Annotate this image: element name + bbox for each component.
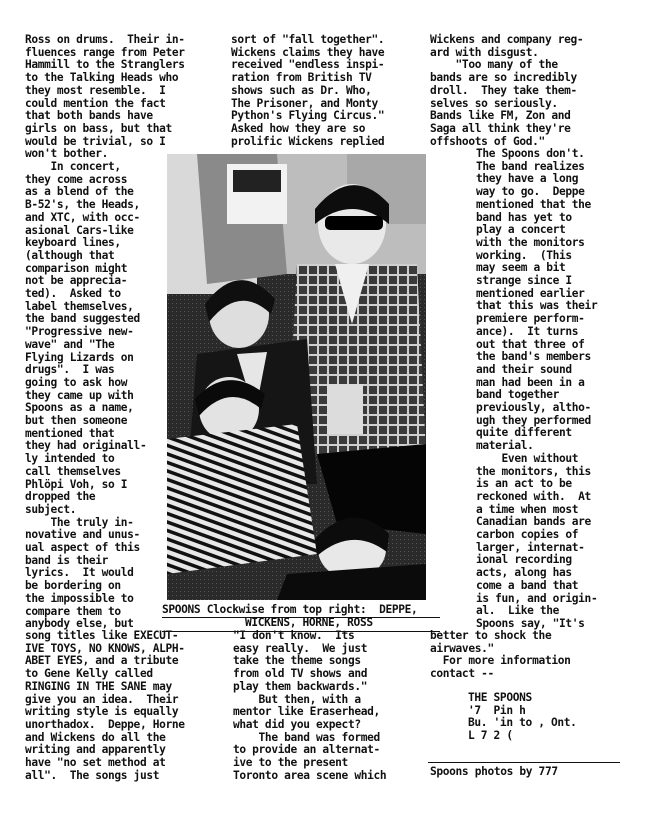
col1-narrow-line: but then someone	[25, 414, 128, 427]
col1-narrow-line: B-52's, the Heads,	[25, 198, 140, 212]
col2-bottom-line: to provide an alternat-	[233, 743, 380, 757]
contact-line: THE SPOONS	[468, 691, 532, 704]
col3-narrow-line: al. Like the	[476, 604, 560, 618]
col3-narrow-line: strange since I	[476, 274, 572, 287]
col2-top-line: prolific Wickens replied	[231, 134, 385, 148]
col3-bottom-line: airwaves."	[430, 641, 494, 655]
col2-top-line: sort of "fall together".	[231, 33, 385, 46]
col3-narrow-line: reckoned with. At	[476, 489, 591, 503]
col1-narrow-line: and XTC, with occ-	[25, 210, 140, 224]
col3-bottom-line: better to shock the	[430, 629, 552, 642]
col1-bottom-line: ABET EYES, and a tribute	[25, 654, 179, 668]
col1-narrow-line: Phlöpi Voh, so I	[25, 477, 128, 491]
col1-top-line: Hammill to the Stranglers	[25, 58, 185, 72]
col1-narrow-line: compare them to	[25, 604, 121, 618]
col1-narrow-line: be bordering on	[25, 579, 121, 593]
col1-narrow-line: In concert,	[25, 160, 121, 173]
col3-narrow-line: ugh they performed	[476, 413, 591, 427]
contact-line: '7 Pin h	[468, 703, 526, 717]
col1-bottom-line: give you an idea. Their	[25, 692, 179, 706]
col1-narrow-line: asional Cars-like	[25, 223, 134, 237]
col1-top-line: girls on bass, but that	[25, 121, 172, 135]
photo-caption-line-1: SPOONS Clockwise from top right: DEPPE,	[162, 603, 418, 616]
col3-narrow-line: Spoons say, "It's	[476, 616, 585, 630]
col2-top-line: shows such as Dr. Who,	[231, 83, 372, 97]
col3-narrow-line: the band's members	[476, 350, 591, 364]
col2-top-line: received "endless inspi-	[231, 58, 385, 72]
col3-top-line: Wickens and company reg-	[430, 33, 584, 46]
col3-narrow-line: and their sound	[476, 362, 572, 376]
col1-narrow-line: comparison might	[25, 261, 128, 275]
col3-top-line: Bands like FM, Zon and	[430, 109, 571, 123]
col3-top-line: "Too many of the	[430, 58, 558, 72]
col3-narrow-line: mentioned earlier	[476, 286, 585, 300]
col3-narrow-line: way to go. Deppe	[476, 185, 585, 199]
col3-narrow-line: working. (This	[476, 248, 572, 262]
col1-narrow-line: dropped the	[25, 490, 96, 504]
col3-narrow-line: is fun, and origin-	[476, 591, 598, 605]
col3-top-line: offshoots of God."	[430, 134, 545, 148]
col3-narrow-line: Canadian bands are	[476, 515, 591, 529]
col3-top-line: bands are so incredibly	[430, 71, 577, 85]
col3-narrow-line: with the monitors	[476, 235, 585, 249]
col1-bottom-line: song titles like EXECUT-	[25, 629, 179, 642]
col1-narrow-line: going to ask how	[25, 375, 128, 389]
col1-bottom-line: to Gene Kelly called	[25, 667, 153, 681]
col3-narrow-line: carbon copies of	[476, 528, 579, 541]
col3-top-line: ard with disgust.	[430, 45, 539, 59]
col1-narrow-line: not be apprecia-	[25, 274, 128, 288]
col2-bottom-line: The band was formed	[233, 730, 380, 744]
col3-top-line: Saga all think they're	[430, 121, 571, 135]
col1-narrow-line: call themselves	[25, 464, 121, 478]
col2-bottom-line: play them backwards."	[233, 679, 368, 693]
col2-bottom-line: what did you expect?	[233, 717, 361, 731]
col2-top-line: Wickens claims they have	[231, 45, 385, 59]
credit-rule	[428, 762, 620, 763]
col1-narrow-line: anybody else, but	[25, 617, 134, 631]
col2-bottom-line: mentor like Eraserhead,	[233, 705, 380, 719]
col1-bottom-line: RINGING IN THE SANE may	[25, 679, 172, 693]
col2-bottom-line: Toronto area scene which	[233, 768, 387, 782]
col1-narrow-line: they had originall-	[25, 439, 147, 453]
col1-top-line: fluences range from Peter	[25, 45, 185, 59]
col1-top-line: would be trivial, so I	[25, 134, 166, 148]
col3-top-line: selves so seriously.	[430, 96, 558, 110]
col3-top-line: droll. They take them-	[430, 83, 577, 97]
col1-top-line: that both bands have	[25, 109, 153, 123]
col1-bottom-line: writing style is equally	[25, 705, 179, 719]
col3-narrow-line: The Spoons don't.	[476, 147, 585, 160]
col3-narrow-line: premiere perform-	[476, 312, 585, 326]
col1-narrow-line: they came up with	[25, 388, 134, 402]
col1-narrow-line: novative and unus-	[25, 528, 140, 542]
col1-top-line: they most resemble. I	[25, 83, 166, 97]
col1-narrow-line: wave" and "The	[25, 337, 115, 351]
col1-narrow-line: drugs". I was	[25, 363, 115, 377]
col2-bottom-line: But then, with a	[233, 692, 361, 706]
col1-bottom-line: IVE TOYS, NO KNOWS, ALPH-	[25, 641, 185, 655]
col1-bottom-line: unorthadox. Deppe, Horne	[25, 717, 185, 731]
col3-bottom-line: For more information	[430, 654, 571, 668]
col1-narrow-line: Flying Lizards on	[25, 350, 134, 364]
col1-narrow-line: label themselves,	[25, 299, 134, 313]
col1-narrow-line: lyrics. It would	[25, 566, 134, 580]
col3-narrow-line: that this was their	[476, 299, 598, 313]
col1-top-line: could mention the fact	[25, 96, 166, 110]
col1-narrow-line: mentioned that	[25, 426, 115, 440]
col3-narrow-line: larger, internat-	[476, 540, 585, 554]
photo-caption-line-2: WICKENS, HORNE, ROSS	[245, 616, 373, 629]
col1-narrow-line: ual aspect of this	[25, 541, 140, 554]
col2-bottom-line: ive to the present	[233, 756, 348, 769]
col1-narrow-line: ly intended to	[25, 452, 115, 466]
col2-top-line: Asked how they are so	[231, 121, 366, 135]
col1-narrow-line: The truly in-	[25, 515, 134, 529]
col3-narrow-line: ance). It turns	[476, 324, 579, 338]
col1-bottom-line: writing and apparently	[25, 743, 166, 757]
col3-narrow-line: come a band that	[476, 578, 579, 592]
col1-narrow-line: the impossible to	[25, 591, 134, 605]
col1-top-line: to the Talking Heads who	[25, 71, 179, 85]
band-photo-illustration	[167, 154, 426, 600]
col3-narrow-line: band has yet to	[476, 210, 572, 224]
col3-narrow-line: Even without	[476, 451, 579, 465]
col3-narrow-line: play a concert	[476, 223, 566, 237]
col1-bottom-line: and Wickens do all the	[25, 730, 166, 744]
col2-top-line: The Prisoner, and Monty	[231, 96, 378, 110]
col3-narrow-line: acts, along has	[476, 566, 572, 580]
col3-narrow-line: previously, altho-	[476, 401, 591, 414]
col1-bottom-line: have "no set method at	[25, 756, 166, 769]
col3-narrow-line: a time when most	[476, 502, 579, 516]
col1-narrow-line: subject.	[25, 502, 77, 516]
col1-narrow-line: the band suggested	[25, 312, 140, 326]
col3-narrow-line: out that three of	[476, 337, 585, 351]
col3-narrow-line: quite different	[476, 426, 572, 440]
col1-narrow-line: ted). Asked to	[25, 287, 121, 300]
col2-top-line: ration from British TV	[231, 71, 372, 85]
col1-top-line: Ross on drums. Their in-	[25, 33, 185, 46]
col3-narrow-line: man had been in a	[476, 375, 585, 389]
col2-bottom-line: take the theme songs	[233, 654, 361, 668]
col2-bottom-line: from old TV shows and	[233, 667, 368, 681]
band-photo	[167, 154, 426, 600]
col3-narrow-line: band together	[476, 388, 560, 402]
col3-narrow-line: is an act to be	[476, 477, 572, 491]
col3-narrow-line: ional recording	[476, 553, 572, 567]
col3-narrow-line: the monitors, this	[476, 464, 591, 478]
col1-narrow-line: Spoons as a name,	[25, 401, 134, 415]
col1-top-line: won't bother.	[25, 147, 109, 161]
caption-bottom-rule	[162, 631, 440, 632]
col3-narrow-line: The band realizes	[476, 159, 585, 173]
col1-narrow-line: as a blend of the	[25, 185, 134, 199]
col2-bottom-line: "I don't know. Its	[233, 629, 355, 642]
col1-narrow-line: they come across	[25, 172, 128, 186]
col1-narrow-line: "Progressive new-	[25, 325, 134, 339]
col3-narrow-line: they have a long	[476, 172, 579, 186]
col1-narrow-line: (although that	[25, 248, 115, 262]
photo-credit: Spoons photos by 777	[430, 765, 558, 778]
col3-bottom-line: contact --	[430, 667, 494, 681]
col1-bottom-line: all". The songs just	[25, 768, 160, 782]
col3-narrow-line: mentioned that the	[476, 197, 591, 211]
col2-bottom-line: easy really. We just	[233, 641, 368, 655]
col1-narrow-line: keyboard lines,	[25, 236, 121, 250]
col3-narrow-line: material.	[476, 439, 534, 453]
contact-line: L 7 2 (	[468, 729, 513, 743]
col3-narrow-line: may seem a bit	[476, 261, 566, 275]
contact-line: Bu. 'in to , Ont.	[468, 716, 577, 730]
col2-top-line: Python's Flying Circus."	[231, 109, 385, 123]
col1-narrow-line: band is their	[25, 553, 109, 567]
